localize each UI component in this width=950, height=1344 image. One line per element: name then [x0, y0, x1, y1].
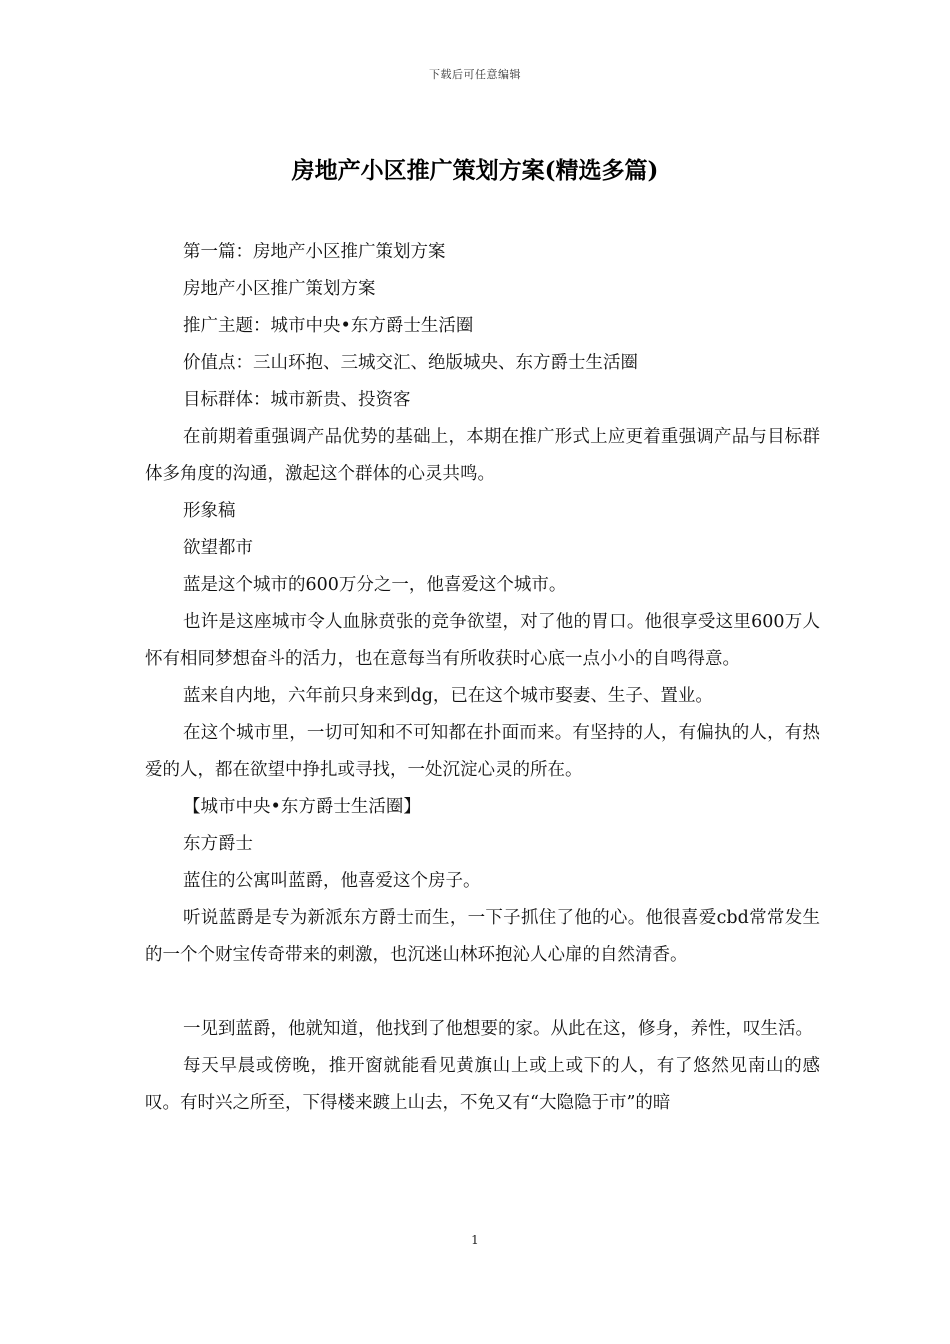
paragraph: 蓝是这个城市的600万分之一，他喜爱这个城市。 [183, 575, 567, 595]
page-header-note: 下载后可任意编辑 [429, 68, 521, 81]
paragraph: 每天早晨或傍晚，推开窗就能看见黄旗山上或上或下的人，有了悠然见南山的感叹。有时兴之所至，下得楼来踱上山去，不免又有“大隐隐于市”的暗 [145, 1056, 820, 1113]
paragraph: 一见到蓝爵，他就知道，他找到了他想要的家。从此在这，修身，养性，叹生活。 [183, 1019, 813, 1039]
paragraph: 东方爵士 [183, 834, 253, 854]
paragraph: 目标群体：城市新贵、投资客 [183, 390, 411, 410]
paragraph: 推广主题：城市中央•东方爵士生活圈 [183, 316, 474, 336]
paragraph: 形象稿 [183, 501, 236, 521]
document-body [145, 234, 820, 1122]
paragraph: 在这个城市里，一切可知和不可知都在扑面而来。有坚持的人，有偏执的人，有热爱的人，都在欲望中挣扎或寻找，一处沉淀心灵的所在。 [145, 723, 820, 780]
paragraph: 也许是这座城市令人血脉贲张的竞争欲望，对了他的胃口。他很享受这里600万人怀有相同梦想奋斗的活力，也在意每当有所收获时心底一点小小的自鸣得意。 [145, 612, 820, 669]
paragraph: 欲望都市 [183, 538, 253, 558]
paragraph: 价值点：三山环抱、三城交汇、绝版城央、东方爵士生活圈 [183, 353, 638, 373]
paragraph: 第一篇：房地产小区推广策划方案 [183, 242, 446, 262]
paragraph: 在前期着重强调产品优势的基础上，本期在推广形式上应更着重强调产品与目标群体多角度的沟通，激起这个群体的心灵共鸣。 [145, 427, 820, 484]
paragraph: 蓝来自内地，六年前只身来到dg，已在这个城市娶妻、生子、置业。 [183, 686, 713, 706]
document-title: 房地产小区推广策划方案(精选多篇) [291, 157, 659, 184]
paragraph: 听说蓝爵是专为新派东方爵士而生，一下子抓住了他的心。他很喜爱cbd常常发生的一个个财宝传奇带来的刺激，也沉迷山林环抱沁人心扉的自然清香。 [145, 908, 820, 965]
paragraph: 【城市中央•东方爵士生活圈】 [183, 797, 421, 817]
page-number: 1 [471, 1233, 479, 1247]
paragraph: 房地产小区推广策划方案 [183, 279, 376, 299]
paragraph: 蓝住的公寓叫蓝爵，他喜爱这个房子。 [183, 871, 481, 891]
